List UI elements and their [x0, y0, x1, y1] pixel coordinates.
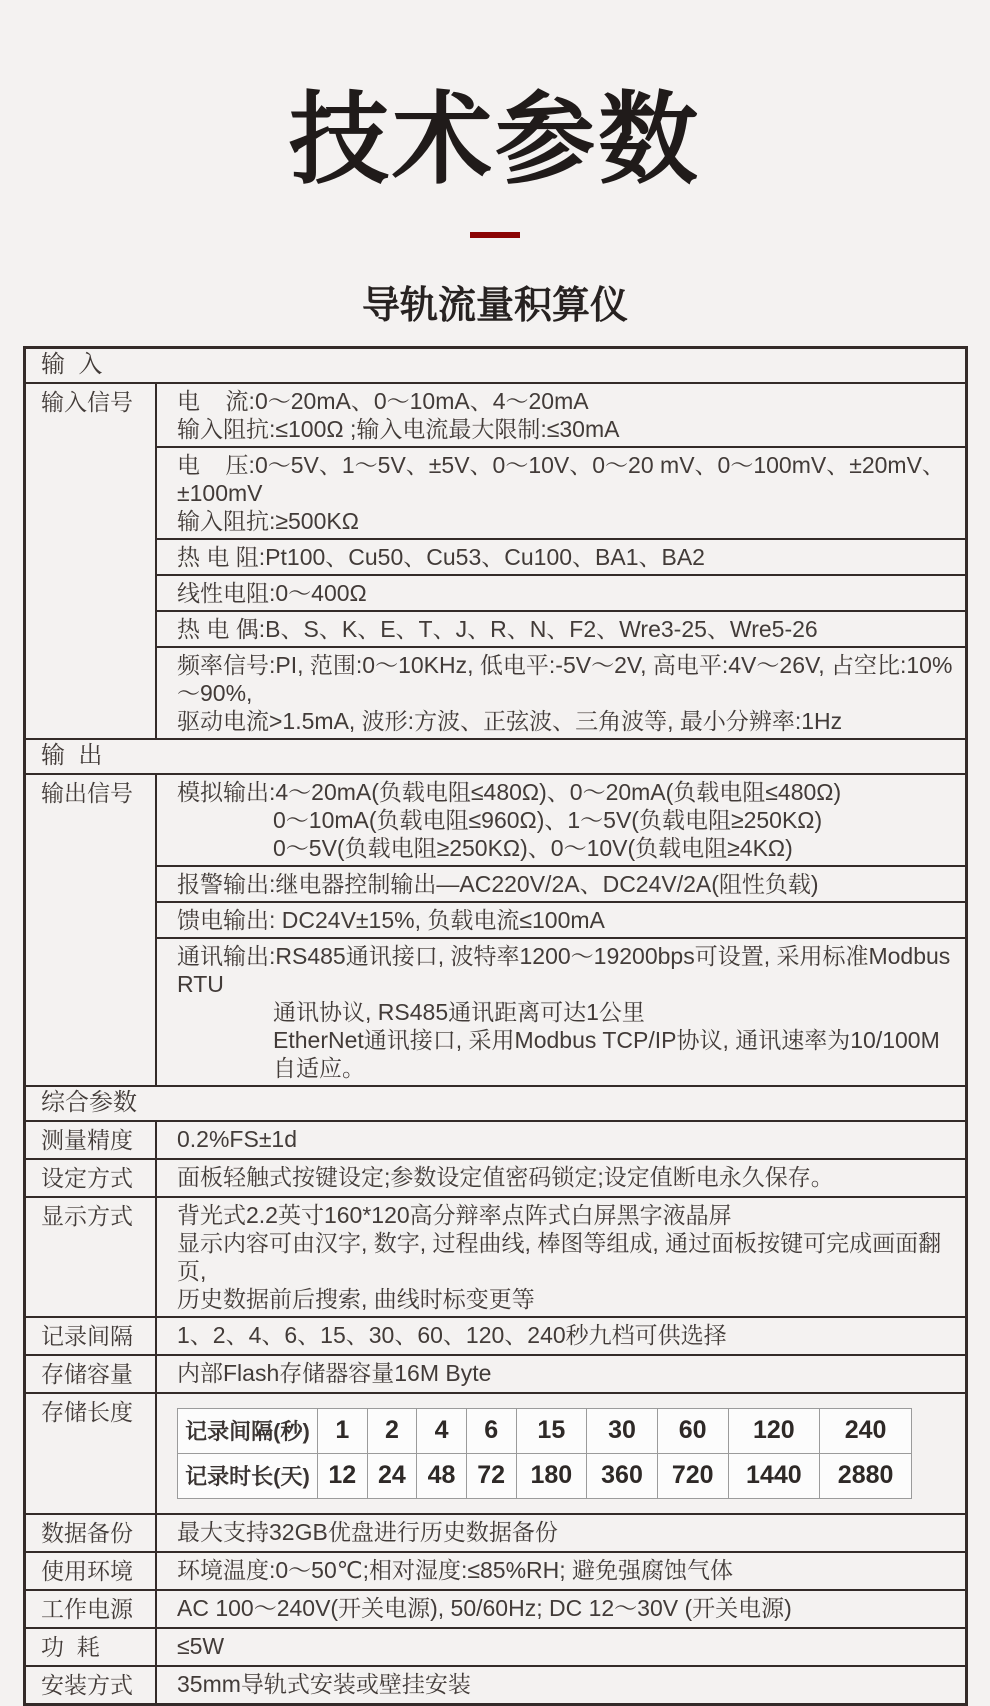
storage-table-header-cell: 记录时长(天) — [178, 1453, 318, 1498]
spec-block — [157, 1318, 965, 1352]
spec-line: 0～5V(负载电阻≥250KΩ)、0～10V(负载电阻≥4KΩ) — [273, 834, 793, 861]
spec-sheet-page — [0, 82, 990, 1698]
spec-line: 频率信号:PI, 范围:0～10KHz, 低电平:-5V～2V, 高电平:4V～26V, 占空比:10%～90%, — [177, 651, 953, 706]
storage-table-value-cell: 72 — [466, 1453, 516, 1498]
param-label: 设定方式 — [26, 1160, 157, 1196]
spec-line: 输入阻抗:≤100Ω ;输入电流最大限制:≤30mA — [177, 415, 620, 442]
spec-line: 1、2、4、6、15、30、60、120、240秒九档可供选择 — [177, 1321, 727, 1348]
section-header-row: 输 出 — [26, 738, 965, 773]
spec-row — [26, 1316, 965, 1354]
spec-row — [26, 773, 965, 1085]
param-label: 记录间隔 — [26, 1318, 157, 1354]
param-content — [157, 775, 965, 1085]
product-subtitle: 导轨流量积算仪 — [361, 285, 628, 327]
spec-line: 报警输出:继电器控制输出—AC220V/2A、DC24V/2A(阻性负载) — [177, 870, 819, 897]
spec-row — [26, 1158, 965, 1196]
spec-line: 模拟输出:4～20mA(负载电阻≤480Ω)、0～20mA(负载电阻≤480Ω) — [177, 778, 842, 805]
storage-table-value-cell: 1 — [318, 1408, 368, 1453]
param-content — [157, 1356, 965, 1392]
storage-length-table — [177, 1408, 912, 1499]
spec-block — [157, 937, 965, 1085]
spec-line: 热 电 偶:B、S、K、E、T、J、R、N、F2、Wre3-25、Wre5-26 — [177, 615, 818, 642]
storage-table-value-cell: 30 — [587, 1408, 658, 1453]
spec-line: 最大支持32GB优盘进行历史数据备份 — [177, 1518, 558, 1545]
storage-table-value-cell: 48 — [417, 1453, 467, 1498]
spec-block — [157, 646, 965, 738]
page-title: 技术参数 — [289, 84, 701, 196]
spec-block — [157, 1629, 965, 1663]
spec-block — [157, 1591, 965, 1625]
spec-block — [157, 901, 965, 937]
spec-block — [157, 865, 965, 901]
spec-line: 环境温度:0～50℃;相对湿度:≤85%RH; 避免强腐蚀气体 — [177, 1556, 734, 1583]
spec-block — [157, 1667, 965, 1701]
param-label: 工作电源 — [26, 1591, 157, 1627]
spec-row — [26, 1392, 965, 1513]
storage-table-value-cell: 120 — [728, 1408, 820, 1453]
storage-table-value-cell: 720 — [657, 1453, 728, 1498]
param-content — [157, 1318, 965, 1354]
storage-table-value-cell: 240 — [820, 1408, 912, 1453]
param-content — [157, 1394, 965, 1513]
spec-line: 通讯输出:RS485通讯接口, 波特率1200～19200bps可设置, 采用标准Modbus RTU — [177, 942, 957, 997]
spec-line: ≤5W — [177, 1632, 225, 1659]
section-header-row: 综合参数 — [26, 1085, 965, 1120]
spec-block — [157, 1198, 965, 1316]
storage-table-row — [178, 1408, 912, 1453]
storage-table-value-cell: 24 — [367, 1453, 417, 1498]
spec-line: 电 流:0～20mA、0～10mA、4～20mA — [177, 387, 589, 414]
storage-table-value-cell: 12 — [318, 1453, 368, 1498]
spec-block — [157, 1356, 965, 1390]
section-header-row: 输 入 — [41, 350, 103, 378]
param-label: 存储容量 — [26, 1356, 157, 1392]
param-label: 安装方式 — [26, 1667, 157, 1703]
spec-block — [157, 1160, 965, 1194]
title-accent-divider — [470, 232, 520, 238]
spec-line: 显示内容可由汉字, 数字, 过程曲线, 棒图等组成, 通过面板按键可完成画面翻页, — [177, 1229, 942, 1284]
spec-table — [23, 346, 968, 1706]
storage-table-value-cell: 2880 — [820, 1453, 912, 1498]
spec-line: 热 电 阻:Pt100、Cu50、Cu53、Cu100、BA1、BA2 — [177, 543, 705, 570]
spec-line: 输入阻抗:≥500KΩ — [177, 507, 359, 534]
spec-block — [157, 1553, 965, 1587]
spec-line: 馈电输出: DC24V±15%, 负载电流≤100mA — [177, 906, 605, 933]
param-label: 输入信号 — [26, 384, 157, 738]
spec-line: 驱动电流>1.5mA, 波形:方波、正弦波、三角波等, 最小分辨率:1Hz — [177, 707, 843, 734]
spec-line: 内部Flash存储器容量16M Byte — [177, 1359, 492, 1386]
param-label: 存储长度 — [26, 1394, 157, 1513]
param-label: 输出信号 — [26, 775, 157, 1085]
spec-line: 电 压:0～5V、1～5V、±5V、0～10V、0～20 mV、0～100mV、±20mV、±100mV — [177, 451, 945, 506]
spec-row — [26, 1627, 965, 1665]
spec-line: EtherNet通讯接口, 采用Modbus TCP/IP协议, 通讯速率为10/100M自适应。 — [273, 1026, 940, 1081]
param-content — [157, 1629, 965, 1665]
spec-line: 背光式2.2英寸160*120高分辩率点阵式白屏黑字液晶屏 — [177, 1201, 732, 1228]
param-content — [157, 384, 965, 738]
storage-table-value-cell: 360 — [587, 1453, 658, 1498]
param-content — [157, 1160, 965, 1196]
param-label: 测量精度 — [26, 1122, 157, 1158]
spec-line: 0.2%FS±1d — [177, 1125, 298, 1152]
spec-row — [26, 1120, 965, 1158]
param-content — [157, 1122, 965, 1158]
storage-table-header-cell: 记录间隔(秒) — [178, 1408, 318, 1453]
param-content — [157, 1591, 965, 1627]
spec-block — [157, 574, 965, 610]
param-content — [157, 1667, 965, 1703]
spec-block — [157, 446, 965, 538]
param-content — [157, 1553, 965, 1589]
storage-table-value-cell: 180 — [516, 1453, 587, 1498]
spec-row — [26, 1513, 965, 1551]
param-label: 显示方式 — [26, 1198, 157, 1316]
param-label: 使用环境 — [26, 1553, 157, 1589]
storage-table-wrap — [157, 1394, 965, 1513]
spec-block — [157, 384, 965, 446]
storage-table-value-cell: 60 — [657, 1408, 728, 1453]
spec-block — [157, 538, 965, 574]
spec-line: 面板轻触式按键设定;参数设定值密码锁定;设定值断电永久保存。 — [177, 1163, 834, 1190]
param-label: 数据备份 — [26, 1515, 157, 1551]
spec-line: AC 100～240V(开关电源), 50/60Hz; DC 12～30V (开关电源) — [177, 1594, 792, 1621]
param-label: 功 耗 — [26, 1629, 157, 1665]
spec-block — [157, 775, 965, 865]
spec-block — [157, 1122, 965, 1156]
spec-line: 通讯协议, RS485通讯距离可达1公里 — [273, 998, 645, 1025]
param-content — [157, 1198, 965, 1316]
spec-block — [157, 1515, 965, 1549]
spec-row — [26, 1551, 965, 1589]
spec-row — [26, 1196, 965, 1316]
spec-line: 0～10mA(负载电阻≤960Ω)、1～5V(负载电阻≥250KΩ) — [273, 806, 823, 833]
spec-row — [26, 382, 965, 738]
storage-table-row — [178, 1453, 912, 1498]
storage-table-value-cell: 2 — [367, 1408, 417, 1453]
storage-table-value-cell: 15 — [516, 1408, 587, 1453]
spec-row — [26, 1354, 965, 1392]
storage-table-value-cell: 1440 — [728, 1453, 820, 1498]
spec-row — [26, 1589, 965, 1627]
spec-line: 线性电阻:0～400Ω — [177, 579, 367, 606]
storage-table-value-cell: 6 — [466, 1408, 516, 1453]
storage-table-value-cell: 4 — [417, 1408, 467, 1453]
spec-line: 历史数据前后搜索, 曲线时标变更等 — [177, 1285, 535, 1312]
param-content — [157, 1515, 965, 1551]
spec-row — [26, 1665, 965, 1703]
spec-block — [157, 610, 965, 646]
spec-line: 35mm导轨式安装或壁挂安装 — [177, 1670, 471, 1697]
